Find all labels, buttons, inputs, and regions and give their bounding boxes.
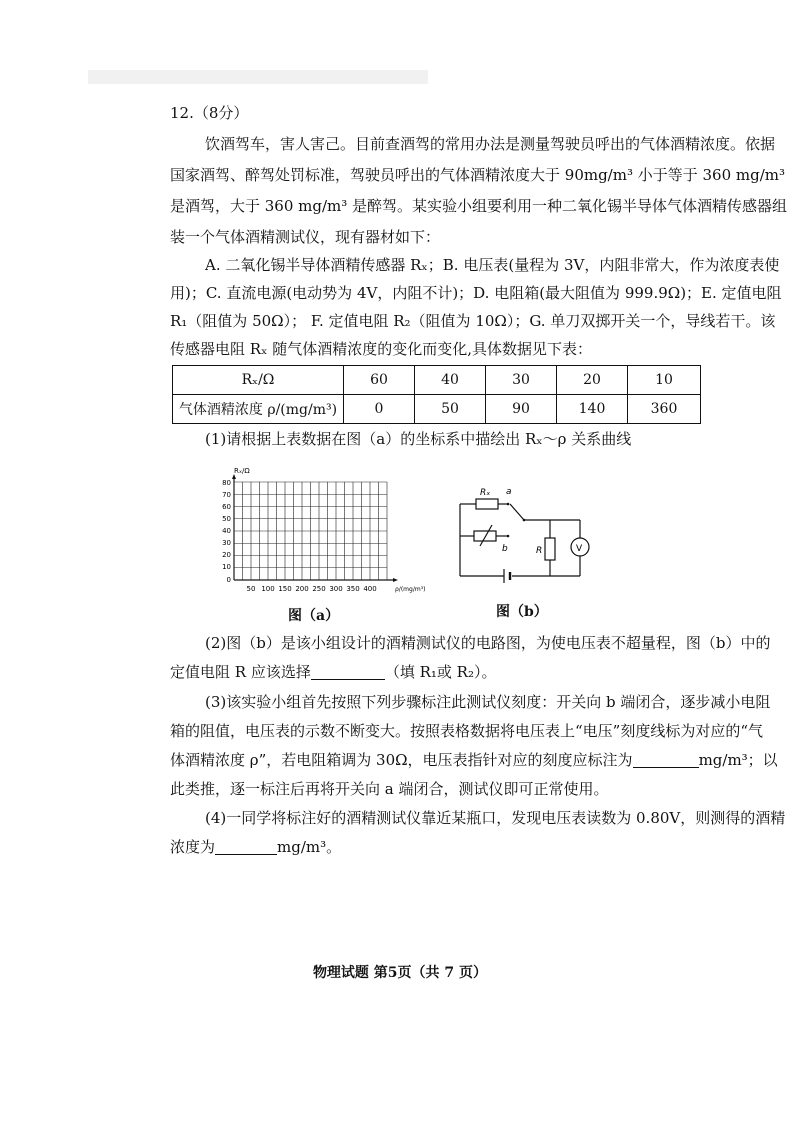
resistance-box: [474, 531, 496, 541]
question-number: 12.（8分）: [170, 104, 249, 122]
y-tick-label: 80: [222, 479, 231, 487]
table-cell: 0: [344, 395, 415, 424]
equipment-line-4: 传感器电阻 Rₓ 随气体酒精浓度的变化而变化,具体数据见下表：: [170, 340, 592, 358]
sub-question-3-line-1: (3)该实验小组首先按照下列步骤标注此测试仪刻度：开关向 b 端闭合，逐步减小电阻: [205, 693, 771, 711]
x-tick-label: 350: [346, 585, 360, 593]
table-cell: 10: [628, 366, 701, 395]
sub-question-2-line-1: (2)图（b）是该小组设计的酒精测试仪的电路图，为使电压表不超量程，图（b）中的: [205, 634, 771, 652]
sub-question-3-line-4: 此类推，逐一标注后再将开关向 a 端闭合，测试仪即可正常使用。: [170, 780, 609, 798]
x-tick-label: 250: [312, 585, 326, 593]
sub-question-2-line-2: 定值电阻 R 应该选择 （填 R₁或 R₂）。: [170, 663, 497, 681]
terminal-b-label: b: [502, 544, 508, 554]
answer-blank-2[interactable]: [311, 663, 385, 680]
x-tick-label: 300: [329, 585, 343, 593]
y-tick-label: 10: [222, 563, 231, 571]
equipment-line-1: A. 二氧化锡半导体酒精传感器 Rₓ；B. 电压表(量程为 3V，内阻非常大，作为浓度表使: [205, 256, 780, 274]
sub-question-3-line-3: 体酒精浓度 ρ”，若电阻箱调为 30Ω，电压表指针对应的刻度应标注为 mg/m³；以: [170, 751, 778, 769]
table-header-concentration: 气体酒精浓度 ρ/(mg/m³): [173, 395, 344, 424]
table-row-resistance: [173, 366, 701, 395]
table-cell: 140: [557, 395, 628, 424]
sub-question-1: (1)请根据上表数据在图（a）的坐标系中描绘出 Rₓ～ρ 关系曲线: [205, 430, 632, 448]
data-table: [172, 365, 701, 424]
x-tick-label: 400: [363, 585, 377, 593]
figure-a-caption: 图（a）: [288, 608, 340, 624]
terminal-a-label: a: [506, 487, 512, 497]
table-cell: 20: [557, 366, 628, 395]
table-cell: 50: [415, 395, 486, 424]
spdt-switch-blade: [510, 504, 524, 520]
figure-b-caption: 图（b）: [496, 604, 548, 620]
sensor-resistor-rx: [476, 499, 498, 509]
x-tick-label: 200: [295, 585, 309, 593]
intro-line-2: 国家酒驾、醉驾处罚标准，驾驶员呼出的气体酒精浓度大于 90mg/m³ 小于等于 360 mg/m³: [170, 166, 786, 184]
fixed-resistor-r: [545, 538, 555, 560]
answer-blank-4[interactable]: [215, 838, 277, 855]
table-cell: 90: [486, 395, 557, 424]
voltmeter-label: V: [576, 544, 583, 554]
table-cell: 40: [415, 366, 486, 395]
x-tick-label: 50: [246, 585, 256, 593]
equipment-line-2: 用)；C. 直流电源(电动势为 4V，内阻不计)；D. 电阻箱(最大阻值为 999.9Ω)；E. 定值电阻: [170, 284, 782, 302]
table-cell: 30: [486, 366, 557, 395]
y-tick-label: 40: [222, 527, 231, 535]
table-header-resistance: Rₓ/Ω: [173, 366, 344, 395]
y-tick-label: 0: [226, 576, 231, 584]
y-tick-label: 30: [222, 539, 231, 547]
table-row-concentration: [173, 395, 701, 424]
intro-line-4: 装一个气体酒精测试仪，现有器材如下：: [170, 228, 441, 246]
y-tick-label: 60: [222, 503, 231, 511]
figure-a-x-label: ρ/(mg/m³): [395, 586, 426, 593]
sub-question-4-line-1: (4)一同学将标注好的酒精测试仪靠近某瓶口，发现电压表读数为 0.80V，则测得的酒精: [205, 809, 786, 827]
intro-line-3: 是酒驾，大于 360 mg/m³ 是醉驾。某实验小组要利用一种二氧化锡半导体气体酒精传感器组: [170, 197, 788, 215]
y-tick-label: 50: [222, 515, 231, 523]
y-tick-label: 70: [222, 491, 231, 499]
y-tick-label: 20: [222, 551, 231, 559]
answer-blank-3[interactable]: [633, 751, 699, 768]
r-label: R: [536, 546, 543, 556]
x-tick-label: 100: [261, 585, 275, 593]
sub-question-3-line-2: 箱的阻值，电压表的示数不断变大。按照表格数据将电压表上“电压”刻度线标为对应的“气: [170, 722, 764, 740]
table-cell: 60: [344, 366, 415, 395]
sub-question-4-line-2: 浓度为 mg/m³。: [170, 838, 342, 856]
scan-artifact-band: [88, 70, 428, 84]
figure-a-grid: [220, 462, 430, 602]
page-footer: 物理试题 第5页（共 7 页）: [312, 965, 488, 981]
rx-label: Rₓ: [480, 488, 491, 498]
figure-a-y-label: Rₓ/Ω: [234, 467, 250, 475]
table-cell: 360: [628, 395, 701, 424]
x-tick-label: 150: [278, 585, 292, 593]
equipment-line-3: R₁（阻值为 50Ω）； F. 定值电阻 R₂（阻值为 10Ω）；G. 单刀双掷开关一个，导线若干。该: [170, 312, 776, 330]
intro-line-1: 饮酒驾车，害人害己。目前查酒驾的常用办法是测量驾驶员呼出的气体酒精浓度。依据: [205, 135, 776, 153]
figure-b-circuit: [452, 480, 602, 590]
